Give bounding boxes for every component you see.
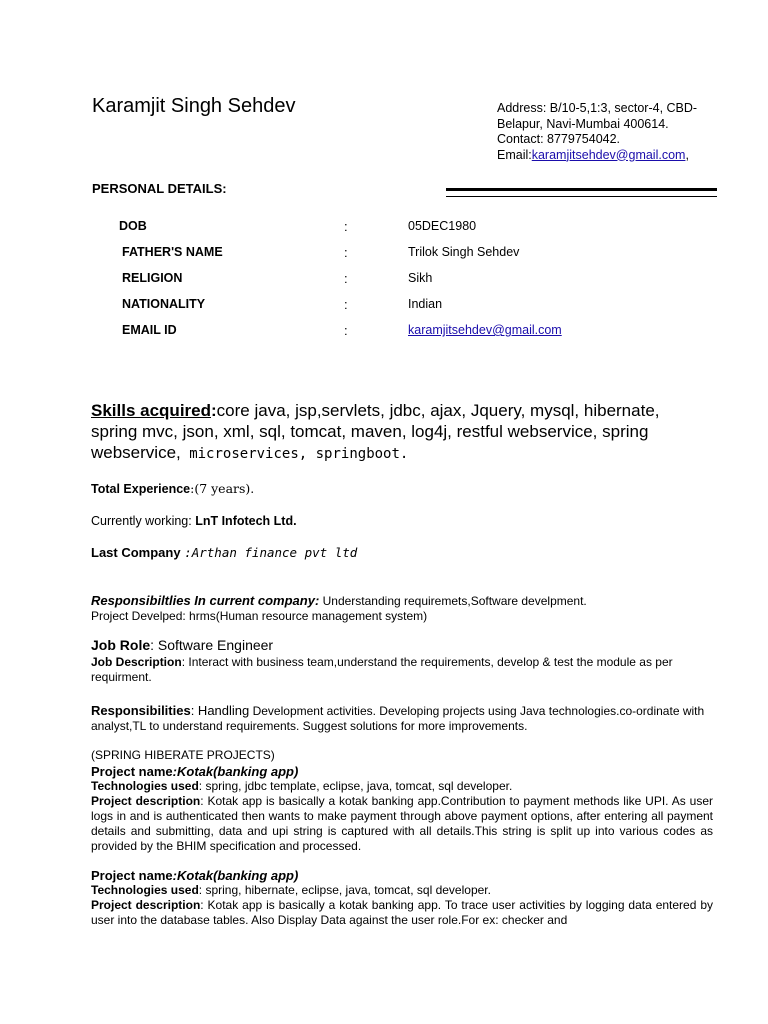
last-company-name: :Arthan finance pvt ltd [184, 545, 358, 560]
resp-label: Responsibilities [91, 703, 191, 718]
skills-colon: : [211, 401, 217, 420]
project-developed: Project Develped: hrms(Human resource management system) [91, 609, 428, 623]
contact-line: Contact: 8779754042. [497, 132, 621, 146]
pd-email-link[interactable]: karamjitsehdev@gmail.com [408, 323, 562, 337]
pd-colon: : [344, 271, 348, 286]
header-email-link[interactable]: karamjitsehdev@gmail.com [531, 147, 686, 162]
contact-block [497, 101, 737, 163]
pd-row-email [0, 323, 768, 341]
current-label: Currently working: [91, 514, 196, 528]
pd-value: Indian [408, 297, 443, 311]
experience-value: :(7 years). [190, 481, 255, 496]
skills-section [91, 400, 691, 465]
job-role-section [91, 638, 713, 685]
job-role-value: : Software Engineer [150, 637, 274, 653]
experience-label: Total Experience [91, 482, 191, 496]
pd-colon: : [344, 297, 348, 312]
pd-label: DOB [119, 219, 147, 233]
tech-value: : spring, jdbc template, eclipse, java, tomcat, sql developer. [198, 779, 513, 793]
pd-label: RELIGION [122, 271, 183, 285]
skills-heading: Skills acquired [91, 401, 211, 420]
projects-heading: (SPRING HIBERATE PROJECTS) [91, 748, 275, 762]
desc-label: Project description [91, 898, 201, 912]
section-divider-thick [446, 188, 717, 191]
project-name-label: Project name [91, 868, 173, 883]
desc-value: : Kotak app is basically a kotak banking app. To trace user activities by logging data entered by user into the database tables. Also Display Data against the user role.For ex: checker and [91, 898, 713, 927]
email-suffix: , [685, 147, 689, 162]
last-company [91, 545, 357, 560]
job-desc-label: Job Description [91, 655, 182, 669]
resp-current-label: Responsibiltlies In current company: [91, 593, 320, 608]
current-company-name: LnT Infotech Ltd. [195, 514, 297, 528]
resp-current-text: Understanding requiremets,Software develpment. [319, 594, 587, 608]
tech-label: Technologies used [91, 779, 199, 793]
pd-colon: : [344, 245, 348, 260]
pd-label: NATIONALITY [122, 297, 206, 311]
pd-label: FATHER'S NAME [122, 245, 223, 259]
project-2 [91, 868, 713, 928]
personal-details-heading: PERSONAL DETAILS: [92, 181, 227, 196]
project-name-label: Project name [91, 764, 173, 779]
address-line-1: Address: B/10-5,1:3, sector-4, CBD- [497, 101, 698, 115]
pd-colon: : [344, 323, 348, 338]
pd-row-father [0, 245, 768, 263]
current-company [91, 514, 297, 528]
address-line-2: Belapur, Navi-Mumbai 400614. [497, 116, 669, 131]
project-1 [91, 764, 713, 854]
pd-row-religion [0, 271, 768, 289]
pd-value: Trilok Singh Sehdev [408, 245, 520, 259]
resp-text: Development activities. Developing projects using Java technologies.co-ordinate with analyst,TL to understand requirements. Suggest solutions for more improvements. [91, 704, 705, 733]
pd-label: EMAIL ID [122, 323, 177, 337]
job-role-label: Job Role [91, 637, 151, 653]
tech-label: Technologies used [91, 883, 199, 897]
email-line [497, 148, 737, 164]
skills-extra: microservices, springboot. [180, 446, 409, 462]
email-label: Email: [497, 147, 532, 162]
candidate-name: Karamjit Singh Sehdev [92, 95, 296, 117]
desc-label: Project description [91, 794, 201, 808]
tech-value: : spring, hibernate, eclipse, java, tomcat, sql developer. [198, 883, 491, 897]
desc-value: : Kotak app is basically a kotak banking app.Contribution to payment methods like UPI. As user logs in and is authenticated then wants to make payment through above payment options, after entering all payment details and submitting, data and upi string is captured with all details.This string is split up into various codes as provided by the BHIM specification and processed. [91, 794, 713, 853]
section-divider-thin [446, 196, 717, 197]
pd-value: 05DEC1980 [408, 219, 477, 233]
responsibilities-section [91, 703, 713, 734]
resp-lead: : Handling [190, 703, 250, 718]
last-company-label: Last Company [91, 545, 185, 560]
pd-row-nationality [0, 297, 768, 315]
skills-list: core java, jsp,servlets, jdbc, ajax, Jquery, mysql, hibernate, spring mvc, json, xml, sql, tomcat, maven, log4j, restful webservice, spring webservice, [91, 401, 660, 462]
total-experience [91, 481, 254, 496]
current-responsibilities [91, 593, 713, 624]
project-name-value: :Kotak(banking app) [172, 764, 299, 779]
pd-row-dob [0, 219, 768, 237]
pd-value: Sikh [408, 271, 433, 285]
job-desc-value: : Interact with business team,understand the requirements, develop & test the module as per requirment. [91, 655, 673, 684]
pd-colon: : [344, 219, 348, 234]
project-name-value: :Kotak(banking app) [172, 868, 299, 883]
